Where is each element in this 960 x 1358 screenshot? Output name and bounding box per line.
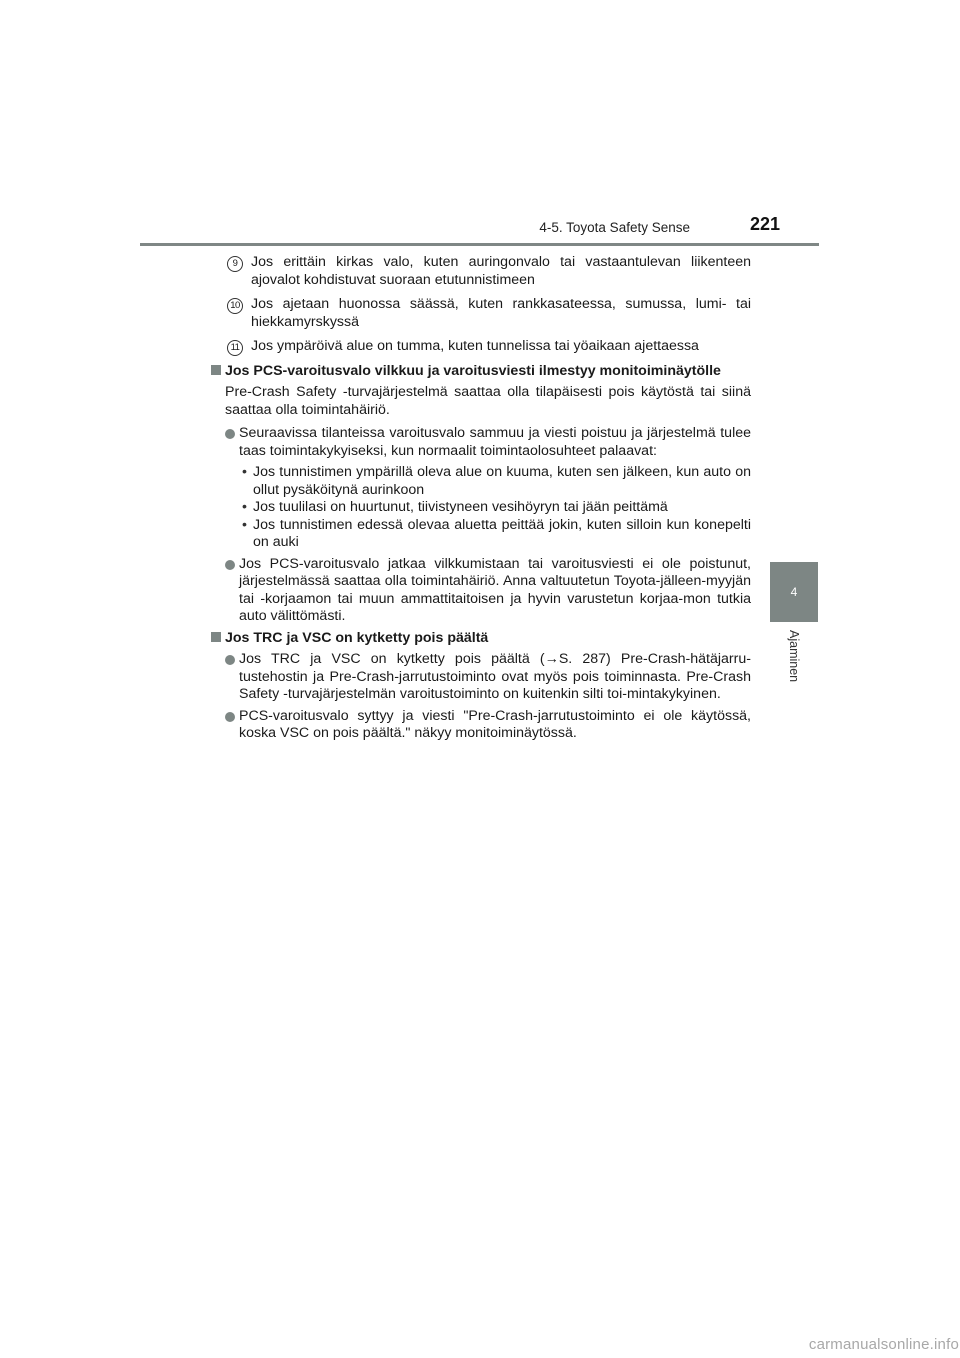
bullet-text: PCS-varoitusvalo syttyy ja viesti "Pre-Crash-jarrutustoiminto ei ole käytössä, koska VSC on pois päältä." näkyy monitoiminäytössä. — [239, 707, 751, 741]
number-badge: 10 — [227, 298, 243, 314]
header-divider — [140, 243, 819, 246]
bullet-item — [211, 425, 751, 460]
number-badge: 9 — [227, 256, 243, 272]
section-heading — [211, 630, 751, 648]
numbered-item — [211, 296, 751, 331]
section-intro: Pre-Crash Safety -turvajärjestelmä saattaa olla tilapäisesti pois käytöstä tai siinä saattaa olla toimintahäiriö. — [225, 384, 751, 418]
numbered-item-text: Jos ajetaan huonossa säässä, kuten rankkasateessa, sumussa, lumi- tai hiekkamyrskyssä — [251, 296, 751, 330]
numbered-item — [211, 254, 751, 289]
circle-bullet-icon — [225, 429, 235, 439]
sub-item — [211, 464, 751, 499]
footer-watermark: carmanualsonline.info — [808, 1336, 959, 1353]
dot-bullet-icon: • — [242, 464, 247, 480]
section-title: 4-5. Toyota Safety Sense — [539, 220, 690, 235]
circle-bullet-icon — [225, 560, 235, 570]
circle-bullet-icon — [225, 655, 235, 665]
dot-bullet-icon: • — [242, 516, 247, 533]
square-bullet-icon — [211, 632, 221, 642]
chapter-tab[interactable] — [770, 562, 818, 622]
bullet-text: Jos PCS-varoitusvalo jatkaa vilkkumistaan tai varoitusviesti ei ole poistunut, järjestelmässä saattaa olla toimintahäiriö. Anna valtuutetun Toyota-jälleen-myyjän tai -korjaamon tai muun ammattitaitoisen ja hyvin varustetun korjaa-mon tutkia auto välittömästi. — [239, 555, 751, 624]
page-number: 221 — [749, 214, 780, 234]
sub-item-text: Jos tunnistimen ympärillä oleva alue on kuuma, kuten sen jälkeen, kun auto on ollut pysäköitynä aurinkoon — [253, 464, 751, 498]
chapter-number: 4 — [790, 585, 798, 599]
numbered-item-text: Jos ympäröivä alue on tumma, kuten tunnelissa tai yöaikaan ajettaessa — [251, 338, 699, 354]
bullet-item — [211, 708, 751, 743]
bullet-text: Jos TRC ja VSC on kytketty pois päältä (→S. 287) Pre-Crash-hätäjarru-tustehostin ja Pre-Crash-jarrutustoiminto ovat myös pois toiminnasta. Pre-Crash Safety -turvajärjestelmän varoitustoiminto on kuitenkin silti toi-mintakykyinen. — [239, 651, 751, 702]
section-heading — [211, 363, 751, 381]
sub-item — [211, 517, 751, 552]
circle-bullet-icon — [225, 712, 235, 722]
sub-item-text: Jos tuulilasi on huurtunut, tiivistyneen vesihöyryn tai jään peittämä — [253, 499, 668, 515]
chapter-label: Ajaminen — [787, 630, 801, 683]
numbered-item-text: Jos erittäin kirkas valo, kuten auringonvalo tai vastaantulevan liikenteen ajovalot kohdistuvat suoraan etutunnistimeen — [251, 254, 751, 288]
bullet-item — [211, 556, 751, 626]
section-heading-text: Jos PCS-varoitusvalo vilkkuu ja varoitusviesti ilmestyy monitoiminäytölle — [225, 362, 721, 379]
page-content — [211, 254, 751, 747]
numbered-item — [211, 338, 751, 356]
bullet-text: Seuraavissa tilanteissa varoitusvalo sammuu ja viesti poistuu ja järjestelmä tulee taas toimintakykyiseksi, kun normaalit toimintaolosuhteet palaavat: — [239, 425, 751, 459]
dot-bullet-icon: • — [242, 499, 247, 515]
sub-item — [211, 499, 751, 517]
square-bullet-icon — [211, 365, 221, 375]
section-heading-text: Jos TRC ja VSC on kytketty pois päältä — [225, 629, 489, 646]
sub-item-text: Jos tunnistimen edessä olevaa aluetta peittää jokin, kuten silloin kun konepelti on auki — [253, 516, 751, 550]
number-badge: 11 — [227, 340, 243, 356]
bullet-item — [211, 651, 751, 704]
